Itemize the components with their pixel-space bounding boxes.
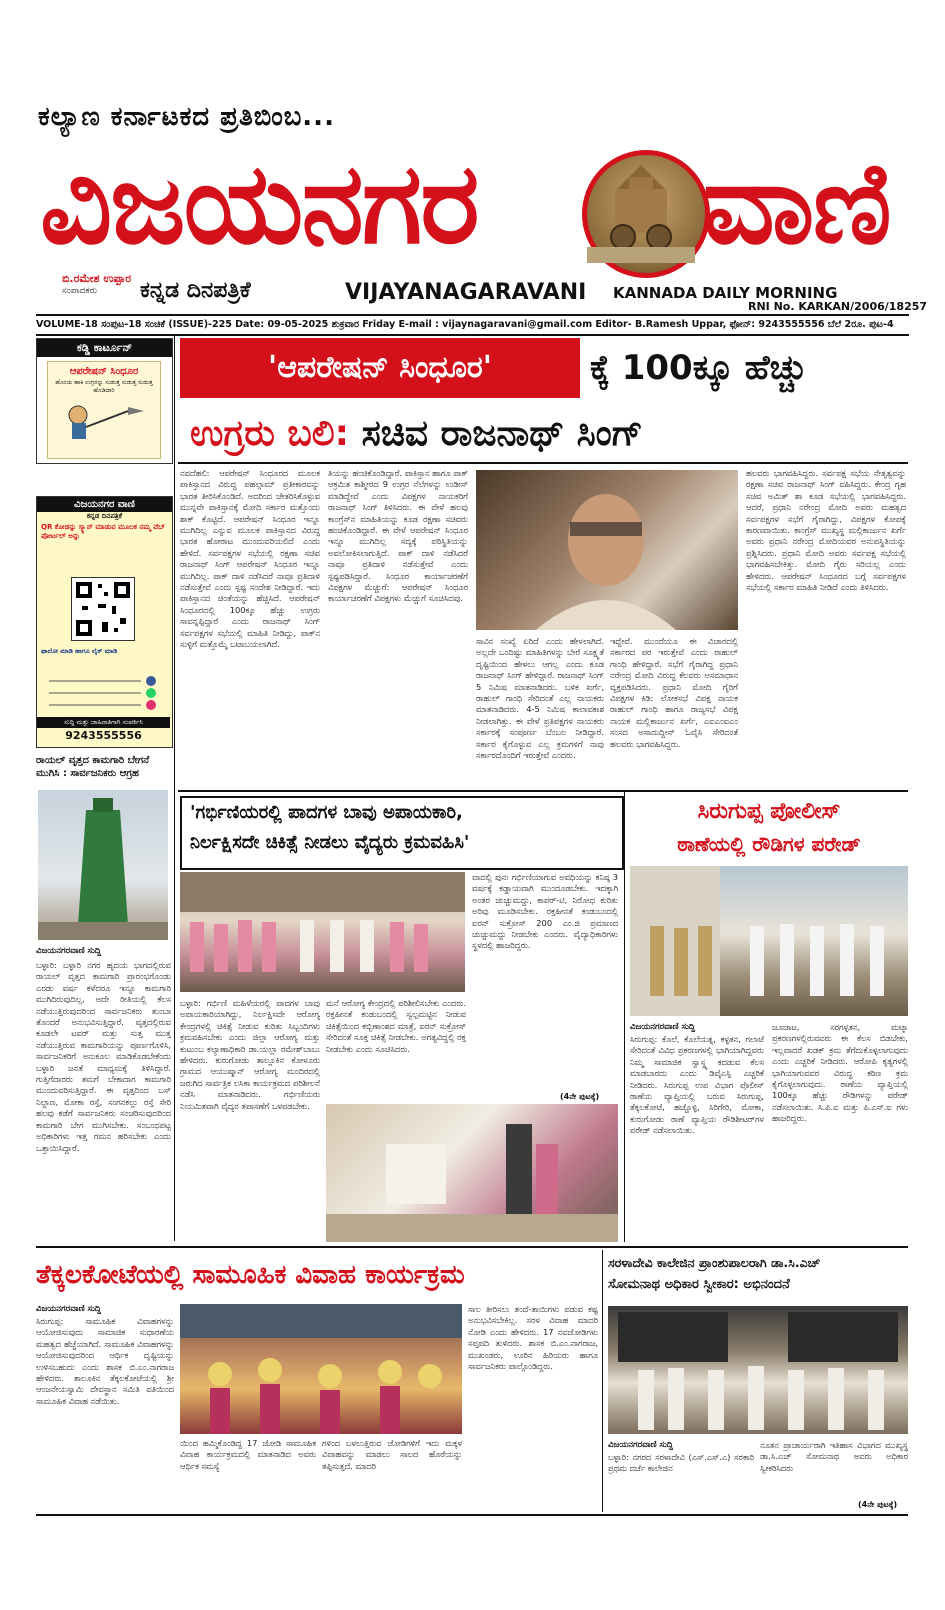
story5-col2: ನೂತನ ಪ್ರಾಚಾರ್ಯರಾಗಿ ಇತಿಹಾಸ ವಿಭಾಗದ ಮುಖ್ಯಸ್ಥ ಡಾ.ಸಿ.ಎಚ್ ಸೋಮನಾಥ ಅವರು ಅಧಿಕಾರ ಸ್ವೀಕರಿಸಿದರು [760,1440,908,1473]
clock-tower-image [38,790,168,940]
cartoon-subtext: ಹೊಂಚು ಹಾಕಿ ಉಗ್ರರನ್ನು ಸುಡುತ್ತ ಸುಡುತ್ತ ಸುಡುತ್ತ ಹೊಡಿದಾರಿ [55,379,153,394]
minister-portrait-image [476,470,738,630]
daily-english-title: VIJAYANAGARAVANI [345,280,587,305]
lead-rule [178,462,908,464]
cartoon-header: ಕಡ್ಡಿ ಕಾರ್ಟೂನ್ [37,339,172,357]
lead-col1: ನವದೆಹಲಿ: ಆಪರೇಷನ್ ಸಿಂಧೂರದ ಮೂಲಕ ಪಾಕಿಸ್ತಾನದ ವಿರುದ್ಧ ಪಹಲ್ಗಾಮ್ ಪ್ರತೀಕಾರವನ್ನು ಭಾರತ ತೀರಿಸಿಕೊಂಡಿದೆ. ಅದರಿಂದ ಚೇತರಿಸಿಕೊಳ್ಳುವ ಮುನ್ನವೇ ಪಾಕಿಸ್ತಾನಕ್ಕೆ ಮೋದಿ ಸರ್ಕಾರ ಮತ್ತೊಂದು ಶಾಕ್ ಕೊಟ್ಟಿದೆ. ಆಪರೇಷನ್ ಸಿಂಧೂರ ಇನ್ನೂ ಮುಗಿದಿಲ್ಲ ಎನ್ನುವ ಮೂಲಕ ಪಾಕಿಸ್ತಾನದ ವಿರುದ್ಧ ಭಾರತ ಹೋರಾಟ ಮುಂದುವರಿಯಲಿದೆ ಎಂದು ಹೇಳಿದೆ. ಸರ್ವಪಕ್ಷಗಳ ಸಭೆಯಲ್ಲಿ ರಕ್ಷಣಾ ಸಚಿವ ರಾಜನಾಥ್ ಸಿಂಗ್ ಆಪರೇಷನ್ ಸಿಂಧೂರ ಇನ್ನೂ ಮುಗಿದಿಲ್ಲ. ಪಾಕ್ ದಾಳಿ ನಡೆಸಿದರೆ ನಾವೂ ಪ್ರತಿದಾಳಿ ನಡೆಸುತ್ತೇವೆ ಎಂದು ಸ್ಪಷ್ಟ ಸಂದೇಶ ನೀಡಿದ್ದಾರೆ. ಇದು ಪಾಕಿಸ್ತಾನದ ಚಿಂತೆಯನ್ನು ಹೆಚ್ಚಿಸಿದೆ. ಆಪರೇಷನ್ ಸಿಂಧೂರದಲ್ಲಿ 100ಕ್ಕೂ ಹೆಚ್ಚು ಉಗ್ರರು ಸಾವನ್ನಪ್ಪಿದ್ದಾರೆ ಎಂದು ರಾಜನಾಥ್ ಸಿಂಗ್ ಸರ್ವಪಕ್ಷಗಳ ಸಭೆಯಲ್ಲಿ ಮಾಹಿತಿ ನೀಡಿದ್ದು, ಪಾಕ್‌ನ ಸುಳ್ಳಿಗೆ ಮತ್ತೊಮ್ಮೆ ಬಟಾಬಯಲಾಗಿದೆ. [180,468,320,650]
story2-headline1: 'ಗರ್ಭಿಣಿಯರಲ್ಲಿ ಪಾದಗಳ ಬಾವು ಅಪಾಯಕಾರಿ, [190,802,463,823]
story3-headline1: ಸಿರುಗುಪ್ಪ ಪೋಲೀಸ್ [697,799,841,824]
daily-english-sub: KANNADA DAILY MORNING [613,284,838,302]
lead-col2: ತಿಯನ್ನು ಹಂಚಿಕೊಂಡಿದ್ದಾರೆ. ಪಾಕಿಸ್ತಾನ ಹಾಗೂ ಪಾಕ್ ಆಕ್ರಮಿತ ಕಾಶ್ಮೀರದ 9 ಉಗ್ರರ ನೆಲೆಗಳನ್ನು ಉಡೀಸ್ ಮಾಡಿದ್ದೇವೆ ಎಂದು ವಿಪಕ್ಷಗಳ ನಾಯಕರಿಗೆ ರಾಜನಾಥ್ ಸಿಂಗ್ ತಿಳಿಸಿದರು. ಈ ವೇಳೆ ಹಲವು ಕಾಂಗ್ರೆಸ್‌ನ ಮಾಹಿತಿಯನ್ನು ಕೂಡ ರಕ್ಷಣಾ ಸಚಿವರು ಹಂಚಿಕೊಂಡಿದ್ದಾರೆ. ಈ ವೇಳೆ ಆಪರೇಷನ್ ಸಿಂಧೂರ ಇನ್ನೂ ಮುಗಿದಿಲ್ಲ ಸದ್ಯಕ್ಕೆ ಪರಿಸ್ಥಿತಿಯನ್ನು ಅವಲೋಕಿಸಲಾಗುತ್ತಿದೆ. ಪಾಕ್ ದಾಳಿ ನಡೆಸಿದರೆ ನಾವೂ ಪ್ರತಿದಾಳಿ ನಡೆಸುತ್ತೇವೆ ಎಂದು ಸ್ಪಷ್ಟಪಡಿಸಿದ್ದಾರೆ. ಸಿಂಧೂರ ಕಾರ್ಯಾಚರಣೆಗೆ ವಿಪಕ್ಷಗಳ ಮೆಚ್ಚುಗೆ: ಆಪರೇಷನ್ ಸಿಂಧೂರ ಕಾರ್ಯಾಚರಣೆಗೆ ವಿಪಕ್ಷಗಳು ಮೆಚ್ಚುಗೆ ಸೂಚಿಸಿದವು. [328,468,468,604]
lead-headline-red: 'ಆಪರೇಷನ್ ಸಿಂಧೂರ' [268,350,492,385]
hampi-chariot-logo [582,150,710,278]
lead-col5: ಹಲವರು ಭಾಗವಹಿಸಿದ್ದರು. ಸರ್ವಪಕ್ಷ ಸಭೆಯ ನೇತೃತ್ವವನ್ನು ರಕ್ಷಣಾ ಸಚಿವ ರಾಜನಾಥ್ ಸಿಂಗ್ ವಹಿಸಿದ್ದರು. ಕೇಂದ್ರ ಗೃಹ ಸಚಿವ ಅಮಿತ್ ಶಾ ಕೂಡ ಸಭೆಯಲ್ಲಿ ಭಾಗವಹಿಸಿದ್ದರು. ಆದರೆ, ಪ್ರಧಾನಿ ನರೇಂದ್ರ ಮೋದಿ ಅವರು ಮಹತ್ವದ ಸರ್ವಪಕ್ಷಗಳ ಸಭೆಗೆ ಗೈರಾಗಿದ್ದು, ವಿಪಕ್ಷಗಳ ಕೋಪಕ್ಕೆ ಕಾರಣವಾಯಿತು. ಕಾಂಗ್ರೆಸ್ ಮುಖ್ಯಸ್ಥ ಮಲ್ಲಿಕಾರ್ಜುನ ಖರ್ಗೆ ಅವರು ಪ್ರಧಾನಿ ನರೇಂದ್ರ ಮೋದಿಯವರ ಅನುಪಸ್ಥಿತಿಯನ್ನು ಪ್ರಶ್ನಿಸಿದರು. ಪ್ರಧಾನಿ ಮೋದಿ ಅವರು ಸರ್ವಪಕ್ಷ ಸಭೆಯಲ್ಲಿ ಭಾಗವಹಿಸಬೇಕಿತ್ತು. ಮೋದಿ ಗೈರು ಸರಿಯಲ್ಲ ಎಂದು ಹೇಳಿದರು. ಆಪರೇಷನ್ ಸಿಂಧೂರದ ಬಗ್ಗೆ ಸರ್ವಪಕ್ಷಗಳ ಸಭೆಯಲ್ಲಿ ಸರ್ಕಾರ ಮಾಹಿತಿ ನೀಡಿದೆ ಎಂದು ತಿಳಿಸಿದರು. [746,468,906,593]
doctor-visit-image [326,1104,618,1242]
lead-col3: ಸಾವಿನ ಸಂಖ್ಯೆ ಏರಿದೆ ಎಂದು ಹೇಳಲಾಗಿದೆ. ಅಲ್ಲದೇ ಒಂದಿಷ್ಟು ಮಾಹಿತಿಗಳನ್ನು ಬೇರೆ ಸೂಕ್ಷ್ಮತೆ ದೃಷ್ಟಿಯಿಂದ ಹೇಳಲು ಆಗಲ್ಲ ಎಂದು ಕೂಡ ರಾಜನಾಥ್ ಸಿಂಗ್ ಹೇಳಿದ್ದಾರೆ. ರಾಜನಾಥ್ ಸಿಂಗ್ 5 ನಿಮಿಷ ಮಾತನಾಡಿದರು. ಬಳಿಕ ಖರ್ಗೆ, ರಾಹುಲ್ ಗಾಂಧಿ ಸೇರಿದಂತೆ ಎಲ್ಲ ನಾಯಕರು ಮಾತನಾಡಿದರು. 4-5 ನಿಮಿಷ ಕಾಲಾವಕಾಶ ನೀಡಲಾಗಿತ್ತು. ಈ ವೇಳೆ ಪ್ರತಿಪಕ್ಷಗಳ ನಾಯಕರು ಸರ್ಕಾರಕ್ಕೆ ಸಂಪೂರ್ಣ ಬೆಂಬಲ ನೀಡಿದ್ದಾರೆ. ಸರ್ಕಾರ ಕೈಗೊಳ್ಳುವ ಎಲ್ಲ ಕ್ರಮಗಳಿಗೆ ನಾವು ಸರ್ಕಾರದೊಂದಿಗೆ ಇರುತ್ತೇವೆ ಎಂದರು. [476,636,604,761]
story2-headline-box [180,796,624,870]
story3-col2: ಜೂಜಾಟ, ಸರಗಳ್ಳತನ, ಮಟ್ಕಾ ಪ್ರಕರಣಗಳಲ್ಲಿರುವವರು ಈ ಕೆಲಸ ಬಿಡಬೇಕು, ಇಲ್ಲವಾದರೆ ಖಡಕ್ ಕ್ರಮ ತೆಗೆದುಕೊಳ್ಳಲಾಗುವುದು ಎಂದು ಎಚ್ಚರಿಕೆ ನೀಡಿದರು. ಆರೋಪಿ ಕೃತ್ಯಗಳಲ್ಲಿ ಭಾಗಿಯಾಗುವವರ ವಿರುದ್ಧ ಕಠಿಣ ಕ್ರಮ ಕೈಗೊಳ್ಳಲಾಗುವುದು. ಠಾಣೆಯ ವ್ಯಾಪ್ತಿಯಲ್ಲಿ 100ಕ್ಕೂ ಹೆಚ್ಚು ರೌಡಿಗಳನ್ನು ಪರೇಡ್ ನಡೆಸಲಾಯಿತು. ಸಿ.ಪಿ.ಐ ಮತ್ತು ಪಿ.ಎಸ್.ಐ ಗಳು ಹಾಜರಿದ್ದರು. [772,1022,908,1124]
story2-col3: ವಾದಲ್ಲಿ ಪುನಃ ಗರ್ಭಿಣಿಯಾಗುವ ಅವಧಿಯನ್ನು ಕನಿಷ್ಠ 3 ವರ್ಷಕ್ಕೆ ಕಡ್ಡಾಯವಾಗಿ ಮುಂದೂಡಬೇಕು. ಇದಕ್ಕಾಗಿ ಅಂತರ ಚುಚ್ಚುಮದ್ದು, ಕಾಪರ್-ಟಿ, ನಿರೋಧ ಕುರಿತು ಅರಿವು ಮೂಡಿಸಬೇಕು. ರಕ್ತಹೀನತೆ ಕಂಡುಬಂದಲ್ಲಿ ಐರನ್ ಸುಕ್ರೋಸ್ 200 ಎಂ.ಜಿ ಪ್ರಮಾಣದ ಚುಚ್ಚುಮದ್ದು ನೀಡಬೇಕು ಎಂದರು. ವೈದ್ಯಾಧಿಕಾರಿಗಳು ಸ್ಥಳದಲ್ಲಿ ಹಾಜರಿದ್ದರು. [472,872,618,951]
lead-headline-box [180,338,580,398]
lower-rule [36,1246,908,1248]
qr-logo: ವಿಜಯನಗರ ವಾಣಿ [37,497,172,512]
story5-col1: ಬಳ್ಳಾರಿ: ನಗರದ ಸರಳಾದೇವಿ (ಎಸ್.ಎಸ್.ಎ) ಸರಕಾರಿ ಪ್ರಥಮ ದರ್ಜೆ ಕಾಲೇಜಿನ [608,1452,754,1474]
lead-headline2 [190,404,643,464]
story4-col4: ಸಾಲ ತೀರಿಸಲು ತಂದೆ-ತಾಯಿಗಳು ಪಡುವ ಕಷ್ಟ ಅನುಭವಿಸಬೇಕಿಲ್ಲ. ಸರಳ ವಿವಾಹ ಮಾದರಿ ನೋಡಿ ಎಂದು ಹೇಳಿದರು. 17 ನವಜೋಡಿಗಳು ಸಪ್ತಪದಿ ತುಳಿದರು. ಶಾಸಕ ಬಿ.ಎಂ.ನಾಗರಾಜ, ಮುಖಂಡರು, ಊರಿನ ಹಿರಿಯರು ಹಾಗೂ ಸಾರ್ವಜನಿಕರು ಪಾಲ್ಗೊಂಡಿದ್ದರು. [468,1304,598,1372]
issue-info-bar: VOLUME-18 ಸಂಪುಟ-18 ಸಂಚಿಕೆ (ISSUE)-225 Date: 09-05-2025 ಶುಕ್ರವಾರ Friday E-mail : vijaynagaravani@gmail.com Editor- B.Ramesh Uppar, ಫೋನ್: 9243555556 ಬೆಲೆ 2ರೂ. ಪುಟ-4 [36,314,909,336]
sidebar-story-body: ಬಳ್ಳಾರಿ: ಬಳ್ಳಾರಿ ನಗರ ಹೃದಯ ಭಾಗದಲ್ಲಿರುವ ರಾಯಲ್ ವೃತ್ತದ ಕಾಮಗಾರಿ ಪ್ರಾರಂಭಗೊಂಡು ಎರಡು ವರ್ಷ ಕಳೆದರೂ ಇನ್ನೂ ಕಾಮಗಾರಿ ಮುಗಿದಿರುವುದಿಲ್ಲ, ಅದೇ ರೀತಿಯಲ್ಲಿ ಕೆಲಸ ನಡೆಯುತ್ತಿರುವುದರಿಂದ ಸಾರ್ವಜನಿಕರು ತುಂಬಾ ತೊಂದರೆ ಅನುಭವಿಸುತ್ತಿದ್ದಾರೆ. ವೃತ್ತದಲ್ಲಿರುವ ಕೂಡಲೇ ಟವರ್ ಮತ್ತು ಸುತ್ತ ಮುತ್ತ ನಡೆಯುತ್ತಿರುವ ಕಾಮಗಾರಿಯನ್ನು ಪೂರ್ಣಗೊಳಿಸಿ, ಸಾರ್ವಜನಿಕರಿಗೆ ಅನುಕೂಲ ಮಾಡಿಕೊಡಬೇಕೆಂದು ಬಳ್ಳಾರಿ ಜನತೆ ಮಾಧ್ಯಮಕ್ಕೆ ತಿಳಿಸಿದ್ದಾರೆ. ಗುತ್ತಿಗೆದಾರರು ತಮಗೆ ಬೇಕಾದಾಗ ಕಾಮಗಾರಿ ಮುಂದುವರಿಸುತ್ತಿದ್ದಾರೆ. ಈ ವೃತ್ತದಿಂದ ಬಸ್ ನಿಲ್ದಾಣ, ಮೋಕಾ ರಸ್ತೆ, ಸಂಗನಕಲ್ಲು ರಸ್ತೆ ಸೇರಿ ಹಲವು ಕಡೆಗೆ ಸಾರ್ವಜನಿಕರು ಸಂಚರಿಸುವುದರಿಂದ ಕಾಮಗಾರಿ ಬೇಗ ಮುಗಿಸಬೇಕು. ಸಂಬಂಧಪಟ್ಟ ಅಧಿಕಾರಿಗಳು ಇತ್ತ ಗಮನ ಹರಿಸಬೇಕು ಎಂದು ಒತ್ತಾಯಿಸಿದ್ದಾರೆ. [36,960,171,1153]
story5-continued: (4ನೇ ಪುಟಕ್ಕೆ) [858,1500,898,1509]
royal-circle-photo [38,790,168,940]
qr-promo-box [36,496,173,748]
story4-divider [602,1250,603,1512]
story4-col1: ಸಿರುಗುಪ್ಪ: ಸಾಮೂಹಿಕ ವಿವಾಹಗಳನ್ನು ಆಯೋಜಿಸುವುದು ಸಾಮಾಜಿಕ ಸುಧಾರಣೆಯ ಮಹತ್ವದ ಹೆಜ್ಜೆಯಾಗಿದೆ. ಸಾಮೂಹಿಕ ವಿವಾಹಗಳನ್ನು ಆಯೋಜಿಸುವುದರಿಂದ ಆರ್ಥಿಕ ದೃಷ್ಟಿಯನ್ನು ಉಳಿಸಬಹುದು ಎಂದು ಶಾಸಕ ಬಿ.ಎಂ.ನಾಗರಾಜ ಹೇಳಿದರು. ತಾಲೂಕಿನ ತೆಕ್ಕಲಕೋಟೆಯಲ್ಲಿ ಶ್ರೀ ಆಂಜನೇಯಸ್ವಾಮಿ ದೇವಸ್ಥಾನ ಸಮಿತಿ ವತಿಯಿಂದ ಸಾಮೂಹಿಕ ವಿವಾಹ ನಡೆಯಿತು. [36,1316,174,1406]
qr-text2: ಫಾಲೋ ಮಾಡಿ ಹಾಗೂ ಲೈಕ್ ಮಾಡಿ [41,647,118,655]
story2-col2: ಮನೆ ಆರೋಗ್ಯ ಕೇಂದ್ರದಲ್ಲಿ ಪರಿಶೀಲಿಸಬೇಕು ಎಂದರು. ರಕ್ತಹೀನತೆ ಕಂಡುಬಂದಲ್ಲಿ ಸ್ವಲ್ಪಮಟ್ಟಿನ ನೀಡುವ ಚಿಕಿತ್ಸೆಯಿಂದ ಕಬ್ಬಿಣಾಂಶದ ಮಾತ್ರೆ, ಐರನ್ ಸುಕ್ರೋಸ್ ಸೇರಿದಂತೆ ಸೂಕ್ತ ಚಿಕಿತ್ಸೆ ನೀಡಬೇಕು. ಅಗತ್ಯವಿದ್ದಲ್ಲಿ ರಕ್ತ ನೀಡಬೇಕು ಎಂದು ಸೂಚಿಸಿದರು. [326,998,466,1054]
lead-headline-rest: ಕ್ಕೆ 100ಕ್ಕೂ ಹೆಚ್ಚು [590,348,808,388]
story-divider [624,792,625,1242]
sidebar-divider [174,336,175,1241]
lead-headline2-red: ಉಗ್ರರು ಬಲಿ: [190,413,350,454]
qr-phone: 9243555556 [65,729,142,742]
cartoon-panel [47,361,161,459]
police-parade-photo [630,866,908,1016]
editor-role: ಸಂಪಾದಕರು [62,286,98,296]
story3-headline-box [630,796,908,862]
social-media-icons [45,675,163,715]
story3-byline: ವಿಜಯನಗರವಾಣಿ ಸುದ್ದಿ [630,1022,696,1032]
story2-col1: ಬಳ್ಳಾರಿ: ಗರ್ಭಿಣಿ ಮಹಿಳೆಯರಲ್ಲಿ ಪಾದಗಳ ಬಾವು ಅಪಾಯಕಾರಿಯಾಗಿದ್ದು, ನಿರ್ಲಕ್ಷಿಸದೇ ಆರೋಗ್ಯ ಕೇಂದ್ರಗಳಲ್ಲಿ ಚಿಕಿತ್ಸೆ ನೀಡುವ ಕುರಿತು ಸಿಬ್ಬಂದಿಗಳು ಕ್ರಮವಹಿಸಬೇಕು ಎಂದು ಜಿಲ್ಲಾ ಆರೋಗ್ಯ ಮತ್ತು ಕುಟುಂಬ ಕಲ್ಯಾಣಾಧಿಕಾರಿ ಡಾ.ಯಲ್ಲಾ ರಮೇಶ್‌ಬಾಬು ಹೇಳಿದರು. ಕುರುಗೋಡು ತಾಲ್ಲೂಕಿನ ಕೋಳೂರು ಗ್ರಾಮದ ಆಯುಷ್ಮಾನ್ ಆರೋಗ್ಯ ಮಂದಿರದಲ್ಲಿ ಜರುಗಿದ ಸಾರ್ವತ್ರಿಕ ಲಸಿಕಾ ಕಾರ್ಯಕ್ರಮದ ಪರಿಶೀಲನೆ ನಡೆಸಿ ಮಾತನಾಡಿದರು. ಗರ್ಭಿಣಿಯರು ನಿಯಮಿತವಾಗಿ ವೈದ್ಯರ ತಪಾಸಣೆಗೆ ಒಳಪಡಬೇಕು. [180,998,320,1111]
rni-number: RNI No. KARKAN/2006/18257 [748,300,928,313]
story5-headline-box [608,1252,908,1302]
masthead-title-right: ವಾಣಿ [703,139,890,269]
story5-headline2: ಸೋಮನಾಥ ಅಧಿಕಾರ ಸ್ವೀಕಾರ: ಅಭಿನಂದನೆ [608,1277,790,1292]
story3-col1: ಸಿರುಗುಪ್ಪ: ಕೊಲೆ, ಕೊಲೆಯತ್ನ, ಕಳ್ಳತನ, ಗಲಾಟೆ ಸೇರಿದಂತೆ ವಿವಿಧ ಪ್ರಕರಣಗಳಲ್ಲಿ ಭಾಗಿಯಾಗಿದ್ದವರು ನಿಮ್ಮ ಸಾಮಾಜಿಕ ಸ್ವಾಸ್ಥ್ಯ ಕದಡುವ ಕೆಲಸ ಮಾಡಬಾರದು ಎಂದು ಡಿವೈಎಸ್ಪಿ ಎಚ್ಚರಿಕೆ ನೀಡಿದರು. ಸಿರುಗುಪ್ಪ ಉಪ ವಿಭಾಗ ಪೊಲೀಸ್ ಠಾಣೆಯ ವ್ಯಾಪ್ತಿಯಲ್ಲಿ ಬರುವ ಸಿರುಗುಪ್ಪ, ತೆಕ್ಕಲಕೋಟೆ, ಹಚ್ಚೊಳ್ಳಿ, ಸಿರಿಗೇರಿ, ಮೋಕಾ, ಕುರುಗೋಡು ಠಾಣೆ ವ್ಯಾಪ್ತಿಯ ರೌಡಿಶೀಟರ್‌ಗಳ ಪರೇಡ್ ನಡೆಸಲಾಯಿತು. [630,1034,764,1136]
mass-wedding-photo [180,1304,462,1434]
story2-headline2: ನಿರ್ಲಕ್ಷಿಸದೇ ಚಿಕಿತ್ಸೆ ನೀಡಲು ವೈದ್ಯರು ಕ್ರಮವಹಿಸಿ' [190,832,470,853]
story5-headline1: ಸರಳಾದೇವಿ ಕಾಲೇಜಿನ ಪ್ರಾಂಶುಪಾಲರಾಗಿ ಡಾ.ಸಿ.ಎಚ್ [608,1255,821,1270]
lead-col4: ಇದ್ದೇವೆ. ಮುಂದೆಯೂ ಈ ವಿಚಾರದಲ್ಲಿ ಸರ್ಕಾರದ ಪರ ಇರುತ್ತೇವೆ ಎಂದು ರಾಹುಲ್ ಗಾಂಧಿ ಹೇಳಿದ್ದಾರೆ. ಸಭೆಗೆ ಗೈರಾಗಿದ್ದ ಪ್ರಧಾನಿ ನರೇಂದ್ರ ಮೋದಿ ವಿರುದ್ಧ ಕೆಲವರು ಅಸಮಾಧಾನ ವ್ಯಕ್ತಪಡಿಸಿದರು. ಪ್ರಧಾನಿ ಮೋದಿ ಗೈರಿಗೆ ವಿಪಕ್ಷಗಳ ಕಿಡಿ: ಲೋಕಸಭೆ ವಿಪಕ್ಷ ನಾಯಕ ರಾಹುಲ್ ಗಾಂಧಿ ಹಾಗೂ ರಾಜ್ಯಸಭೆ ವಿಪಕ್ಷ ನಾಯಕ ಮಲ್ಲಿಕಾರ್ಜುನ ಖರ್ಗೆ, ಎಐಎಂಐಎಂ ಸಂಸದ ಅಸಾದುದ್ದೀನ್ ಓವೈಸಿ ಸೇರಿದಂತೆ ಹಲವರು ಭಾಗವಹಿಸಿದ್ದರು. [610,636,738,749]
qr-code[interactable] [71,577,135,641]
qr-text1: QR ಕೋಡನ್ನು ಸ್ಕ್ಯಾನ್ ಮಾಡುವ ಮೂಲಕ ನಮ್ಮ ವೆಬ್ ಪೋರ್ಟಲ್ ಅನ್ನು [41,523,166,540]
daily-kannada-label: ಕನ್ನಡ ದಿನಪತ್ರಿಕೆ [140,278,251,303]
college-felicitation-photo [608,1306,908,1434]
social-icons [45,675,163,715]
masthead-title-left: ವಿಜಯನಗರ [40,139,478,269]
cartoon-box [36,338,173,464]
editor-credit [62,272,131,298]
editor-name: ಬಿ.ರಮೇಶ ಉಪ್ಪಾರ [62,272,132,285]
group-photo-image [180,872,465,992]
story3-headline2: ಠಾಣೆಯಲ್ಲಿ ರೌಡಿಗಳ ಪರೇಡ್ [677,832,861,856]
story4-col2: ಯಿಂದ ಹಮ್ಮಿಕೊಂಡಿದ್ದ 17 ಜೋಡಿ ಸಾಮೂಹಿಕ ವಿವಾಹ ಕಾರ್ಯಕ್ರಮದಲ್ಲಿ ಮಾತನಾಡಿದ ಅವರು ಆರ್ಥಿಕ ಸಮಸ್ಯೆ [180,1438,316,1471]
story4-headline: ತೆಕ್ಕಲಕೋಟೆಯಲ್ಲಿ ಸಾಮೂಹಿಕ ವಿವಾಹ ಕಾರ್ಯಕ್ರಮ [36,1260,465,1290]
sidebar-byline: ವಿಜಯನಗರವಾಣಿ ಸುದ್ದಿ [36,946,102,956]
cartoon-drawing [48,397,160,441]
lead-bottom-rule [178,790,908,792]
lead-headline2-rest: ಸಚಿವ ರಾಜನಾಥ್ ಸಿಂಗ್ [361,413,643,454]
sidebar-story-title: ರಾಯಲ್ ವೃತ್ತದ ಕಾಮಗಾರಿ ಬೇಗನೆ ಮುಗಿಸಿ : ಸಾರ್ವಜನಿಕರು ಆಗ್ರಹ [36,755,150,779]
story5-byline: ವಿಜಯನಗರವಾಣಿ ಸುದ್ದಿ [608,1440,674,1450]
qr-sub: ಕನ್ನಡ ದಿನಪತ್ರಿಕೆ [86,512,123,520]
masthead-tagline: ಕಲ್ಯಾಣ ಕರ್ನಾಟಕದ ಪ್ರತಿಬಿಂಬ... [38,102,335,132]
page-bottom-rule [36,1514,908,1516]
cartoon-caption: ಆಪರೇಷನ್ ಸಿಂಧೂರ [69,366,139,377]
story4-col3: ಗಳಿಂದ ಬಳಲುತ್ತಿರುವ ಜೋಡಿಗಳಿಗೆ ಇದು ಮಕ್ಕಳ ವಿವಾಹವನ್ನು ಮಾಡಲು ಸಾಲದ ಹೊರೆಯನ್ನು ತಪ್ಪಿಸುತ್ತದೆ. ಮಾದರಿ [322,1438,462,1471]
wedding-crowd-image [180,1304,462,1434]
story2-continued: (4ನೇ ಪುಟಕ್ಕೆ) [560,1092,600,1101]
health-visit-photo [326,1104,618,1242]
stone-chariot-icon [587,155,695,263]
felicitation-image [608,1306,908,1434]
qr-footer: ಸುದ್ದಿ ಮತ್ತು ಜಾಹಿರಾತಿಗಾಗಿ ಸಂಪರ್ಕಿಸಿ [37,717,170,728]
rajnath-photo [476,470,738,630]
health-meeting-photo [180,872,465,992]
story4-byline: ವಿಜಯನಗರವಾಣಿ ಸುದ್ದಿ [36,1304,102,1314]
qr-code-icon [72,578,134,640]
police-station-image [630,866,908,1016]
